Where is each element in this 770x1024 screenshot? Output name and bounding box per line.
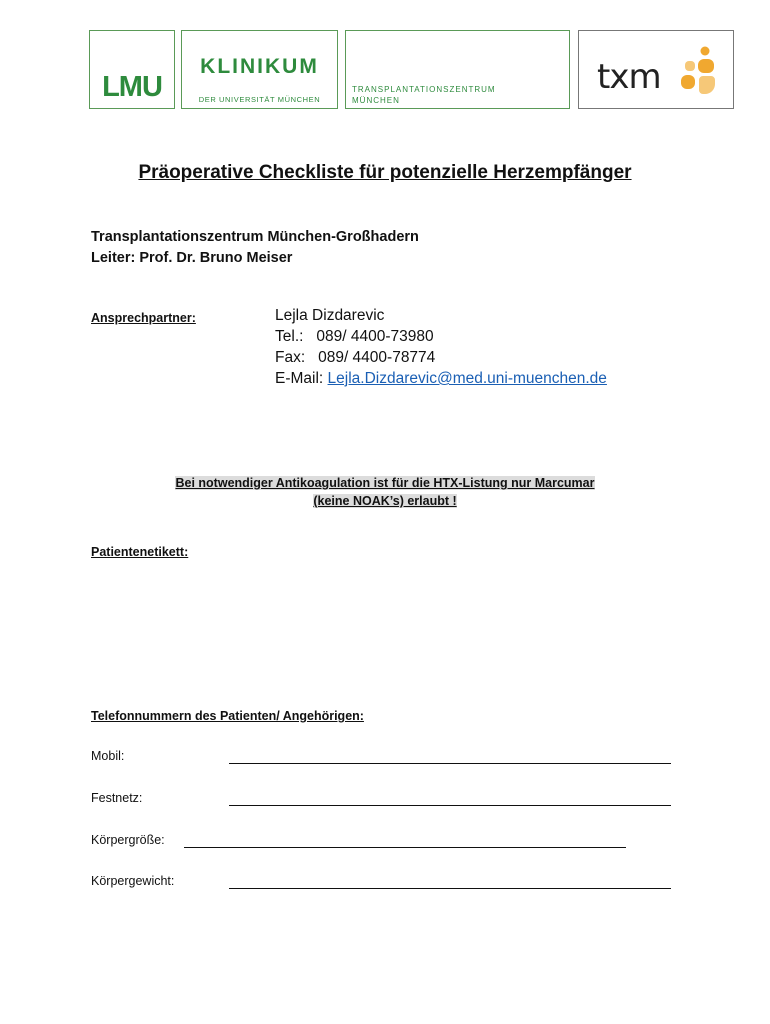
festnetz-label: Festnetz:	[91, 791, 143, 805]
koerpergroesse-label: Körpergröße:	[91, 833, 165, 847]
contact-tel	[275, 328, 434, 346]
patient-label-heading: Patientenetikett:	[91, 545, 189, 559]
lmu-logo	[89, 30, 175, 109]
anticoagulation-notice	[0, 474, 770, 510]
tel-label: Tel.:	[275, 328, 304, 345]
tel-number: 089/ 4400-73980	[316, 328, 434, 345]
contact-fax	[275, 349, 435, 367]
klinikum-logo	[181, 30, 338, 109]
contact-name: Lejla Dizdarevic	[275, 307, 385, 324]
contact-label: Ansprechpartner:	[91, 311, 196, 325]
contact-email	[275, 370, 607, 388]
tz-logo-line1: TRANSPLANTATIONSZENTRUM	[352, 85, 496, 94]
festnetz-field[interactable]	[229, 805, 671, 806]
tz-logo-line2: MÜNCHEN	[352, 96, 400, 105]
txm-logo	[578, 30, 734, 109]
notice-line1: Bei notwendiger Antikoagulation ist für die HTX-Listung nur Marcumar	[175, 476, 595, 490]
email-link[interactable]: Lejla.Dizdarevic@med.uni-muenchen.de	[327, 370, 607, 387]
notice-line2: (keine NOAK’s) erlaubt !	[313, 494, 457, 508]
email-label: E-Mail:	[275, 370, 324, 387]
koerpergewicht-label: Körpergewicht:	[91, 874, 175, 888]
transplantation-center-logo	[345, 30, 570, 109]
koerpergroesse-field[interactable]	[184, 847, 626, 848]
koerpergewicht-field[interactable]	[229, 888, 671, 889]
txm-dots-icon	[677, 45, 719, 97]
center-name: Transplantationszentrum München-Großhadern	[91, 229, 419, 245]
txm-logo-text: txm	[597, 57, 661, 97]
lmu-logo-text: LMU	[102, 71, 162, 103]
fax-number: 089/ 4400-78774	[318, 349, 436, 366]
mobil-label: Mobil:	[91, 749, 125, 763]
fax-label: Fax:	[275, 349, 306, 366]
phone-numbers-heading: Telefonnummern des Patienten/ Angehörigen:	[91, 709, 364, 723]
klinikum-logo-title: KLINIKUM	[200, 55, 319, 78]
document-title: Präoperative Checkliste für potenzielle Herzempfänger	[138, 162, 632, 183]
klinikum-logo-subtitle: DER UNIVERSITÄT MÜNCHEN	[198, 95, 321, 104]
center-leader: Leiter: Prof. Dr. Bruno Meiser	[91, 250, 293, 266]
mobil-field[interactable]	[229, 763, 671, 764]
